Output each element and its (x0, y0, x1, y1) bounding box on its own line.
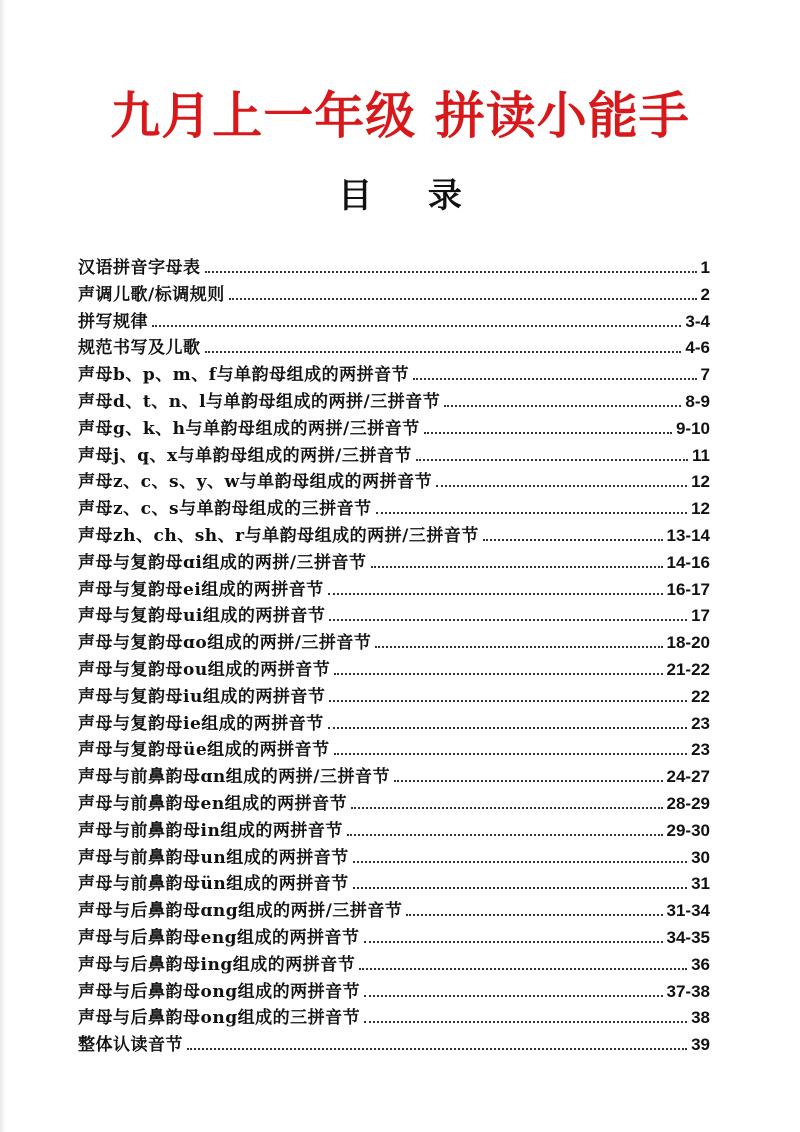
toc-entry-page: 16-17 (666, 579, 710, 599)
toc-entry (78, 496, 710, 523)
toc-entry-label: 声母z、c、s、y、w与单韵母组成的两拼音节 (78, 472, 433, 493)
toc-entry-page: 24-27 (666, 767, 710, 787)
toc-entry-page: 4-6 (685, 338, 710, 358)
toc-dot-leader (328, 593, 663, 595)
toc-entry-label: 声母与复韵母ei组成的两拼音节 (78, 579, 324, 600)
toc-entry-page: 8-9 (685, 391, 710, 411)
toc-entry (78, 255, 710, 282)
toc-entry-page: 37-38 (666, 981, 710, 1001)
toc-dot-leader (413, 378, 696, 380)
toc-entry-page: 12 (691, 499, 710, 519)
toc-entry-label: 声母与复韵母üe组成的两拼音节 (78, 740, 330, 761)
toc-entry (78, 657, 710, 684)
toc-entry-label: 整体认读音节 (78, 1035, 183, 1056)
toc-entry-label: 声母与前鼻韵母in组成的两拼音节 (78, 820, 343, 841)
page-edge-shadow (0, 0, 6, 1132)
toc-entry-page: 7 (700, 365, 710, 385)
toc-dot-leader (329, 700, 687, 702)
toc-entry-label: 声母与前鼻韵母ɑn组成的两拼/三拼音节 (78, 767, 390, 788)
toc-entry-page: 3-4 (685, 311, 710, 331)
toc-entry-page: 34-35 (666, 927, 710, 947)
toc-dot-leader (359, 968, 687, 970)
toc-entry-label: 拼写规律 (78, 311, 148, 332)
toc-entry-label: 声母与前鼻韵母en组成的两拼音节 (78, 793, 348, 814)
toc-dot-leader (371, 566, 663, 568)
toc-entry-page: 31 (691, 874, 710, 894)
toc-entry-page: 14-16 (666, 552, 710, 572)
toc-entry (78, 1005, 710, 1032)
toc-entry (78, 845, 710, 872)
toc-entry (78, 764, 710, 791)
toc-dot-leader (329, 619, 687, 621)
toc-entry-label: 声母与后鼻韵母ing组成的两拼音节 (78, 954, 356, 975)
toc-entry (78, 818, 710, 845)
toc-entry-page: 23 (691, 740, 710, 760)
toc-dot-leader (328, 727, 687, 729)
toc-entry-label: 声母与复韵母ui组成的两拼音节 (78, 606, 326, 627)
toc-entry-label: 声母与后鼻韵母eng组成的两拼音节 (78, 927, 360, 948)
toc-entry-page: 28-29 (666, 793, 710, 813)
toc-entry-page: 21-22 (666, 659, 710, 679)
toc-entry (78, 684, 710, 711)
toc-dot-leader (364, 1021, 687, 1023)
toc-entry-label: 规范书写及儿歌 (78, 338, 201, 359)
toc-dot-leader (205, 351, 682, 353)
toc-entry-page: 30 (691, 847, 710, 867)
toc-entry-page: 17 (691, 606, 710, 626)
toc-dot-leader (416, 459, 688, 461)
toc-dot-leader (152, 325, 681, 327)
toc-entry (78, 952, 710, 979)
toc-entry-label: 声母与后鼻韵母ong组成的两拼音节 (78, 981, 361, 1002)
toc-entry (78, 443, 710, 470)
toc-entry (78, 282, 710, 309)
toc-entry-label: 声母z、c、s与单韵母组成的三拼音节 (78, 499, 372, 520)
toc-entry-label: 声母与后鼻韵母ong组成的三拼音节 (78, 1008, 361, 1029)
toc-entry-label: 声母与复韵母ou组成的两拼音节 (78, 659, 331, 680)
toc-entry-page: 12 (691, 472, 710, 492)
toc-entry (78, 630, 710, 657)
toc-entry-page: 11 (692, 445, 710, 465)
toc-entry (78, 550, 710, 577)
toc-dot-leader (364, 941, 663, 943)
toc-entry-label: 汉语拼音字母表 (78, 258, 201, 278)
toc-dot-leader (187, 1048, 687, 1050)
page-title: 九月上一年级 拼读小能手 (110, 87, 690, 145)
toc-entry-label: 声母g、k、h与单韵母组成的两拼/三拼音节 (78, 418, 420, 439)
toc-entry (78, 362, 710, 389)
toc-entry-page: 29-30 (666, 820, 710, 840)
toc-dot-leader (205, 271, 697, 273)
toc-entry (78, 523, 710, 550)
toc-entry (78, 898, 710, 925)
toc-dot-leader (394, 780, 663, 782)
toc-entry-label: 声母与复韵母ɑi组成的两拼/三拼音节 (78, 552, 367, 573)
toc-dot-leader (483, 539, 663, 541)
toc-entry (78, 603, 710, 630)
toc-entry-label: 声母zh、ch、sh、r与单韵母组成的两拼/三拼音节 (78, 525, 479, 546)
toc-entry (78, 737, 710, 764)
toc-entry-label: 声母d、t、n、l与单韵母组成的两拼/三拼音节 (78, 391, 441, 412)
toc-entry (78, 389, 710, 416)
toc-entry (78, 979, 710, 1006)
toc-entry-page: 36 (691, 954, 710, 974)
toc-entry-page: 9-10 (675, 418, 710, 438)
toc-entry-label: 声母与后鼻韵母ɑng组成的两拼/三拼音节 (78, 901, 403, 922)
toc-entry-page: 18-20 (666, 633, 710, 653)
toc-dot-leader (351, 807, 662, 809)
toc-entry-label: 声母与复韵母ie组成的两拼音节 (78, 713, 324, 734)
toc-entry-page: 23 (691, 713, 710, 733)
toc-entry-page: 38 (691, 1008, 710, 1028)
toc-entry (78, 335, 710, 362)
toc-entry-label: 声母j、q、x与单韵母组成的两拼/三拼音节 (78, 445, 412, 466)
toc-entry-label: 声母与前鼻韵母un组成的两拼音节 (78, 847, 349, 868)
table-of-contents (78, 255, 710, 1059)
toc-entry-page: 2 (700, 284, 710, 304)
toc-entry (78, 791, 710, 818)
toc-entry-label: 声母与复韵母ɑo组成的两拼/三拼音节 (78, 633, 372, 654)
toc-heading: 目 录 (338, 176, 484, 216)
toc-entry (78, 711, 710, 738)
toc-dot-leader (376, 512, 688, 514)
toc-entry (78, 1032, 710, 1059)
toc-dot-leader (334, 673, 662, 675)
toc-entry (78, 309, 710, 336)
toc-dot-leader (406, 914, 662, 916)
toc-dot-leader (375, 646, 662, 648)
toc-entry-label: 声母与复韵母iu组成的两拼音节 (78, 686, 326, 707)
toc-entry-page: 1 (700, 258, 710, 277)
toc-entry (78, 416, 710, 443)
toc-entry-page: 13-14 (666, 525, 710, 545)
toc-entry (78, 469, 710, 496)
toc-entry-page: 22 (691, 686, 710, 706)
toc-dot-leader (229, 298, 697, 300)
toc-entry-page: 39 (691, 1035, 710, 1055)
toc-entry (78, 577, 710, 604)
toc-entry-page: 31-34 (666, 901, 710, 921)
toc-dot-leader (347, 834, 663, 836)
toc-dot-leader (353, 887, 687, 889)
toc-entry-label: 声调儿歌/标调规则 (78, 284, 225, 305)
toc-dot-leader (424, 432, 672, 434)
toc-dot-leader (334, 753, 687, 755)
toc-dot-leader (436, 485, 687, 487)
toc-entry (78, 871, 710, 898)
toc-dot-leader (353, 861, 687, 863)
toc-dot-leader (444, 405, 681, 407)
toc-dot-leader (364, 995, 662, 997)
toc-entry-label: 声母b、p、m、f与单韵母组成的两拼音节 (78, 365, 410, 386)
toc-entry (78, 925, 710, 952)
toc-entry-label: 声母与前鼻韵母ün组成的两拼音节 (78, 874, 349, 895)
